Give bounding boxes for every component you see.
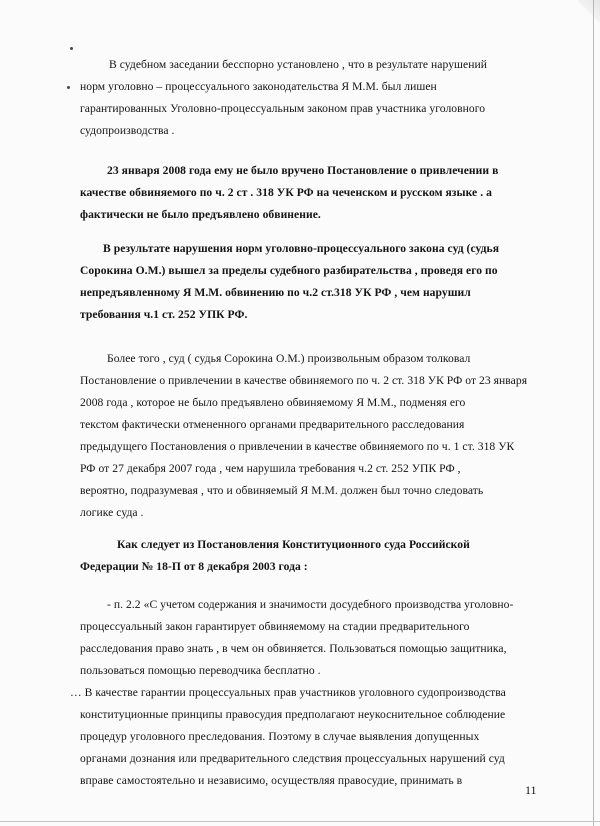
paragraph-line: предыдущего Постановления о привлечении в качестве обвиняемого по ч. 1 ст. 318 УК [80, 440, 515, 453]
paragraph-line: органами дознания или предварительного следствия процессуальных нарушений суд [80, 752, 505, 765]
paragraph-line: расследования право знать , в чем он обвиняется. Пользоваться помощью защитника, [80, 642, 507, 655]
paragraph-line: Постановление о привлечении в качестве обвиняемого по ч. 2 ст. 318 УК РФ от 23 января [80, 374, 528, 387]
page-edge-right [593, 0, 594, 826]
scan-speck [70, 47, 73, 50]
page-number: 11 [525, 783, 537, 797]
scan-speck [67, 86, 70, 89]
paragraph-line: вероятно, подразумевая , что и обвиняемый Я М.М. должен был точно следовать [80, 484, 484, 497]
paragraph-line: … В качестве гарантии процессуальных прав участников уголовного судопроизводства [70, 686, 506, 699]
paragraph-line: требования ч.1 ст. 252 УПК РФ. [80, 308, 248, 321]
paragraph-line: норм уголовно – процессуального законодательства Я М.М. был лишен [80, 80, 437, 93]
paragraph-line: Сорокина О.М.) вышел за пределы судебного разбирательства , проведя его по [80, 264, 498, 277]
page-edge-bottom [0, 821, 600, 822]
paragraph-line: Более того , суд ( судья Сорокина О.М.) произвольным образом толковал [107, 352, 471, 365]
paragraph-line: гарантированных Уголовно-процессуальным законом прав участника уголовного [80, 102, 486, 115]
paragraph-line: РФ от 27 декабря 2007 года , чем нарушила требования ч.2 ст. 252 УПК РФ , [80, 462, 461, 475]
paragraph-line: - п. 2.2 «С учетом содержания и значимости досудебного производства уголовно- [107, 598, 514, 611]
section-heading: Как следует из Постановления Конституционного суда Российской [117, 538, 470, 551]
paragraph-line: В результате нарушения норм уголовно-процессуального закона суд (судья [103, 242, 500, 255]
paragraph-line: пользоваться помощью переводчика бесплатно . [80, 664, 321, 677]
paragraph-line: процедур уголовного преследования. Поэтому в случае выявления допущенных [80, 730, 480, 743]
paragraph-line: судопроизводства . [80, 124, 175, 137]
paragraph-line: фактически не было предъявлено обвинение. [80, 208, 321, 221]
section-heading: Федерации № 18-П от 8 декабря 2003 года : [80, 560, 308, 573]
paragraph-line: конституционные принципы правосудия предполагают неукоснительное соблюдение [80, 708, 506, 721]
paragraph-line: качестве обвиняемого по ч. 2 ст . 318 УК РФ на чеченском и русском языке . а [80, 186, 492, 199]
paragraph-line: текстом фактически отмененного органами предварительного расследования [80, 418, 465, 431]
paragraph-line: вправе самостоятельно и независимо, осуществляя правосудие, принимать в [80, 774, 463, 787]
paragraph-line: логике суда . [80, 506, 144, 519]
paragraph-line: процессуальный закон гарантирует обвиняемому на стадии предварительного [80, 620, 470, 633]
paragraph-line: В судебном заседании бесспорно установлено , что в результате нарушений [109, 58, 487, 71]
paragraph-line: 2008 года , которое не было предъявлено обвиняемому Я М.М., подменяя его [80, 396, 466, 409]
paragraph-line: 23 января 2008 года ему не было вручено Постановление о привлечении в [107, 164, 499, 177]
page-corner-shadow [578, 0, 600, 30]
paragraph-line: непредъявленному Я М.М. обвинению по ч.2 ст.318 УК РФ , чем нарушил [80, 286, 471, 299]
